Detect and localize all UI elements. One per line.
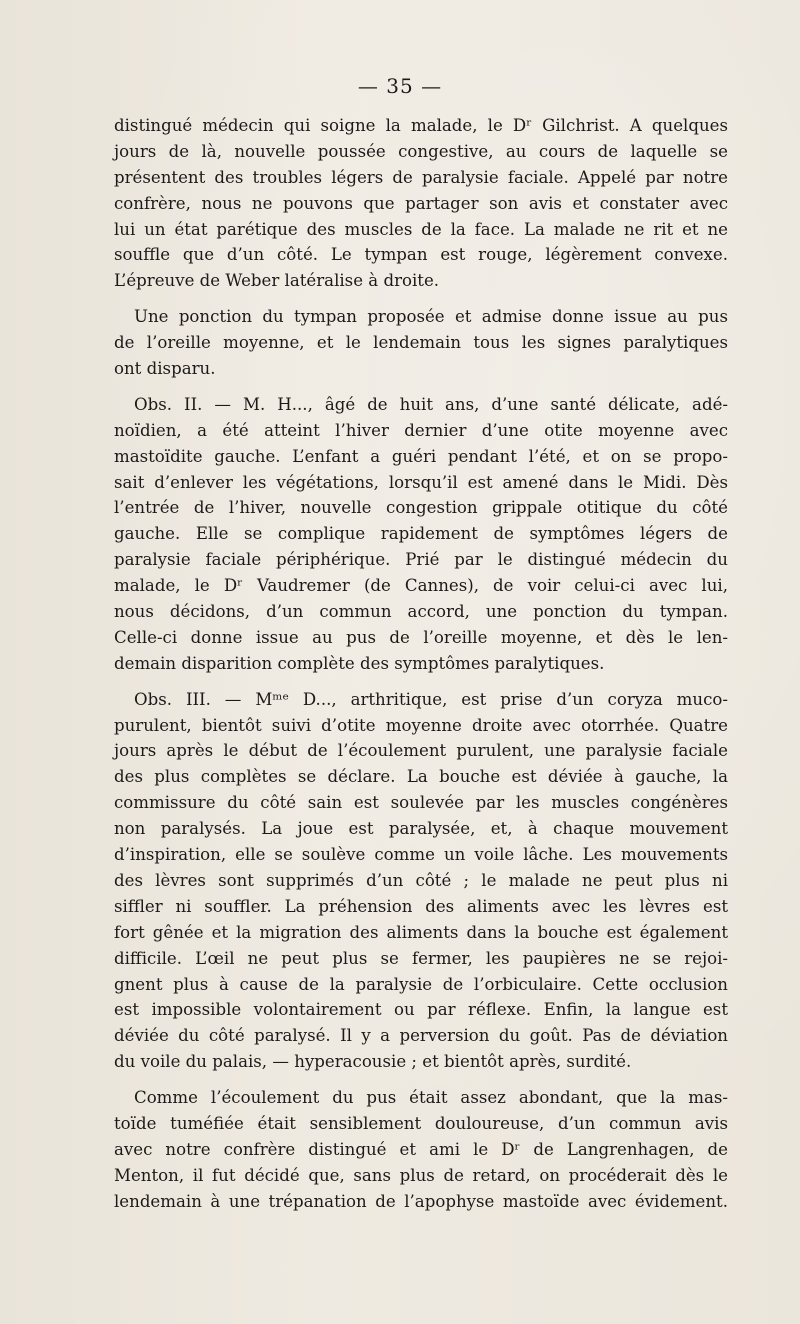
text-line: ont disparu.	[114, 359, 216, 379]
text-line: jours après le début de l’écoulement purulent, une paralysie faciale	[114, 741, 728, 761]
text-line: avec notre confrère distingué et ami le Dʳ de Langrenhagen, de	[114, 1139, 728, 1159]
paragraph-ponction	[114, 304, 728, 382]
text-line: siffler ni souffler. La préhension des aliments avec les lèvres est	[114, 896, 728, 916]
text-line: d’inspiration, elle se soulève comme un voile lâche. Les mouvements	[114, 845, 728, 865]
text-line: Obs. II. — M. H..., âgé de huit ans, d’une santé délicate, adé-	[134, 394, 728, 414]
paragraph-continuation	[114, 113, 728, 294]
text-line: paralysie faciale périphérique. Prié par le distingué médecin du	[114, 550, 728, 570]
text-line: L’épreuve de Weber latéralise à droite.	[114, 271, 440, 291]
text-line: est impossible volontairement ou par réflexe. Enfin, la langue est	[114, 1000, 728, 1020]
text-line: fort gênée et la migration des aliments dans la bouche est également	[114, 922, 728, 942]
page-number: — 35 —	[357, 74, 443, 98]
text-line: demain disparition complète des symptômes paralytiques.	[114, 653, 605, 673]
text-line: mastoïdite gauche. L’enfant a guéri pendant l’été, et on se propo-	[114, 446, 728, 466]
text-line: distingué médecin qui soigne la malade, le Dʳ Gilchrist. A quelques	[114, 116, 728, 135]
text-line: gauche. Elle se complique rapidement de symptômes légers de	[114, 524, 728, 544]
text-line: Menton, il fut décidé que, sans plus de retard, on procéderait dès le	[114, 1165, 728, 1185]
text-line: Obs. III. — Mᵐᵉ D..., arthritique, est prise d’un coryza muco-	[134, 689, 728, 709]
text-line: déviée du côté paralysé. Il y a perversion du goût. Pas de déviation	[114, 1026, 728, 1046]
text-line: purulent, bientôt suivi d’otite moyenne droite avec otorrhée. Quatre	[114, 715, 728, 735]
paragraph-trepanation	[114, 1085, 728, 1214]
text-line: toïde tuméfiée était sensiblement douloureuse, d’un commun avis	[114, 1113, 728, 1133]
text-line: Une ponction du tympan proposée et admise donne issue au pus	[134, 307, 728, 327]
text-line: commissure du côté sain est soulevée par les muscles congénères	[114, 793, 728, 813]
text-line: du voile du palais, — hyperacousie ; et bientôt après, surdité.	[114, 1052, 632, 1072]
text-line: présentent des troubles légers de paralysie faciale. Appelé par notre	[114, 167, 728, 187]
text-line: confrère, nous ne pouvons que partager son avis et constater avec	[114, 193, 728, 213]
text-line: noïdien, a été atteint l’hiver dernier d’une otite moyenne avec	[114, 420, 728, 440]
paragraph-obs-3	[114, 687, 728, 1075]
text-line: de l’oreille moyenne, et le lendemain tous les signes paralytiques	[114, 333, 728, 353]
text-line: gnent plus à cause de la paralysie de l’orbiculaire. Cette occlusion	[114, 974, 728, 994]
text-line: nous décidons, d’un commun accord, une ponction du tympan.	[114, 602, 728, 622]
text-line: des lèvres sont supprimés d’un côté ; le malade ne peut plus ni	[114, 870, 728, 890]
text-line: l’entrée de l’hiver, nouvelle congestion grippale otitique du côté	[114, 498, 728, 518]
text-line: lui un état parétique des muscles de la face. La malade ne rit et ne	[114, 219, 728, 239]
body-text	[114, 113, 728, 1225]
text-line: difficile. L’œil ne peut plus se fermer, les paupières ne se rejoi-	[114, 948, 728, 968]
text-line: Comme l’écoulement du pus était assez abondant, que la mas-	[134, 1088, 728, 1108]
text-line: malade, le Dʳ Vaudremer (de Cannes), de voir celui-ci avec lui,	[114, 576, 728, 596]
text-line: sait d’enlever les végétations, lorsqu’il est amené dans le Midi. Dès	[114, 472, 728, 492]
text-line: jours de là, nouvelle poussée congestive, au cours de laquelle se	[114, 141, 728, 161]
text-line: des plus complètes se déclare. La bouche est déviée à gauche, la	[114, 767, 728, 787]
text-line: non paralysés. La joue est paralysée, et, à chaque mouvement	[114, 819, 728, 839]
paragraph-obs-2	[114, 392, 728, 677]
text-line: lendemain à une trépanation de l’apophyse mastoïde avec évidement.	[114, 1191, 728, 1211]
text-line: souffle que d’un côté. Le tympan est rouge, légèrement convexe.	[114, 245, 728, 265]
text-line: Celle-ci donne issue au pus de l’oreille moyenne, et dès le len-	[114, 627, 728, 647]
